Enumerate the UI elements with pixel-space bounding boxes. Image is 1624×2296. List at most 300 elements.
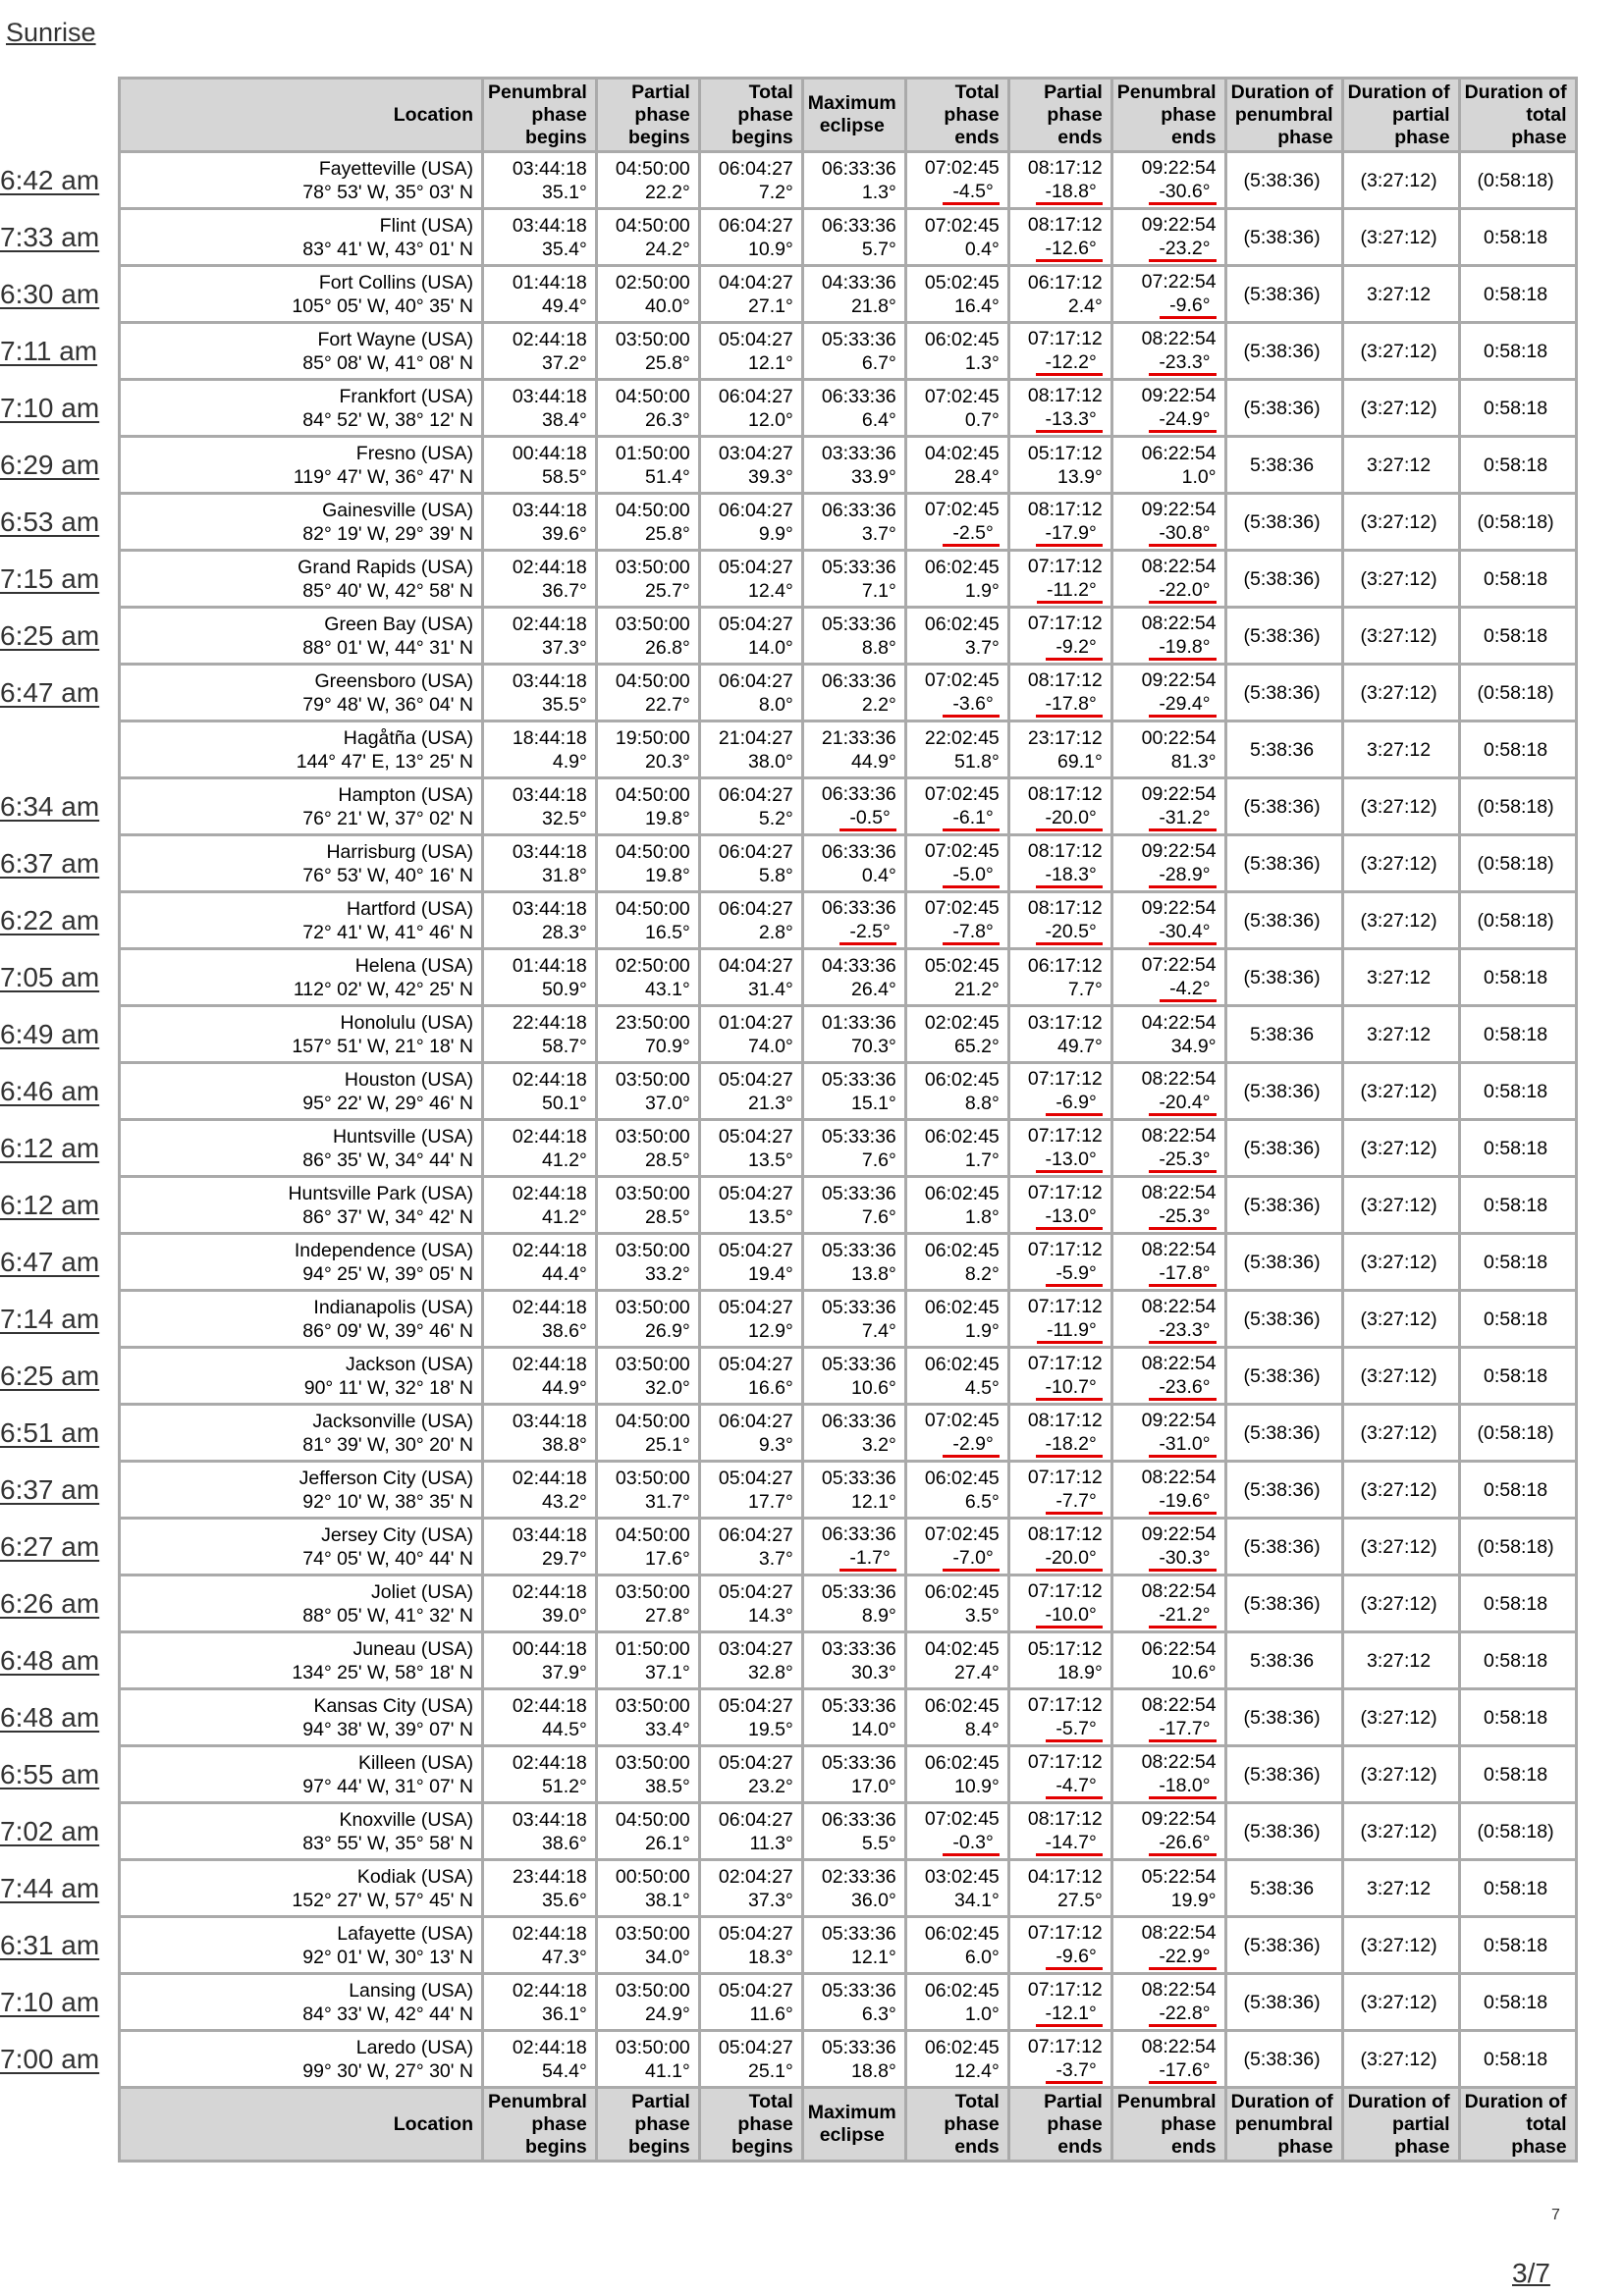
phase-altitude: -18.8° xyxy=(1014,180,1103,205)
duration-cell: (3:27:12) xyxy=(1344,836,1458,890)
sunrise-link[interactable]: 6:48 am xyxy=(0,1702,100,1733)
phase-cell xyxy=(907,1975,1007,2029)
phase-cell xyxy=(907,1520,1007,1574)
phase-cell xyxy=(804,1633,904,1687)
duration-cell: (5:38:36) xyxy=(1227,1349,1341,1403)
sunrise-link[interactable]: 6:29 am xyxy=(0,450,100,480)
sunrise-link[interactable]: 6:12 am xyxy=(0,1190,100,1220)
phase-cell xyxy=(701,893,801,947)
location-coord: 83° 41' W, 43° 01' N xyxy=(302,238,473,260)
location-cell xyxy=(121,836,481,890)
location-cell xyxy=(121,324,481,378)
phase-cell xyxy=(484,1633,595,1687)
phase-altitude: 3.5° xyxy=(964,1604,1000,1627)
bottom-header-cell: Duration of total phase xyxy=(1461,2089,1575,2160)
location-name: Fort Collins (USA) xyxy=(318,271,473,294)
phase-time: 05:33:36 xyxy=(821,1979,896,2002)
phase-time: 05:04:27 xyxy=(718,2036,793,2058)
phase-altitude: 17.6° xyxy=(645,1547,690,1570)
phase-altitude: 3.7° xyxy=(964,636,1000,659)
phase-cell xyxy=(804,836,904,890)
sunrise-link[interactable]: 7:10 am xyxy=(0,393,100,423)
phase-cell xyxy=(484,267,595,321)
top-header-cell: Partial phase begins xyxy=(598,80,698,150)
phase-cell xyxy=(1010,1292,1110,1346)
duration-cell: (5:38:36) xyxy=(1227,2032,1341,2086)
phase-cell xyxy=(907,1178,1007,1232)
phase-altitude: -18.3° xyxy=(1014,863,1103,888)
sunrise-link[interactable]: 7:14 am xyxy=(0,1304,100,1334)
phase-cell xyxy=(484,1349,595,1403)
phase-altitude: -23.3° xyxy=(1117,1318,1217,1344)
phase-time: 04:02:45 xyxy=(924,1637,1000,1660)
phase-cell xyxy=(804,893,904,947)
sunrise-link[interactable]: 6:34 am xyxy=(0,791,100,822)
phase-altitude: 74.0° xyxy=(748,1035,793,1057)
phase-cell xyxy=(1010,1975,1110,2029)
phase-altitude: -17.7° xyxy=(1117,1717,1217,1742)
phase-cell xyxy=(804,1007,904,1061)
phase-time: 07:02:45 xyxy=(924,1409,1000,1431)
phase-cell xyxy=(907,1918,1007,1972)
phase-altitude: -9.6° xyxy=(1117,294,1217,319)
phase-cell xyxy=(484,666,595,720)
phase-altitude: 47.3° xyxy=(542,1946,587,1968)
phase-altitude: -25.3° xyxy=(1117,1204,1217,1230)
sunrise-link[interactable]: 6:25 am xyxy=(0,1361,100,1391)
location-name: Houston (USA) xyxy=(344,1068,473,1091)
table-row xyxy=(121,1520,1575,1574)
phase-time: 07:17:12 xyxy=(1027,1181,1103,1203)
phase-time: 05:33:36 xyxy=(821,1467,896,1489)
duration-cell: (3:27:12) xyxy=(1344,609,1458,663)
phase-altitude: -5.0° xyxy=(911,863,1000,888)
duration-cell: (5:38:36) xyxy=(1227,1747,1341,1801)
location-coord: 144° 47' E, 13° 25' N xyxy=(296,750,473,773)
duration-cell: (3:27:12) xyxy=(1344,1235,1458,1289)
location-cell xyxy=(121,1292,481,1346)
location-coord: 90° 11' W, 32° 18' N xyxy=(303,1376,473,1399)
phase-altitude: 70.3° xyxy=(851,1035,896,1057)
table-body xyxy=(121,153,1575,2086)
phase-altitude: -7.0° xyxy=(911,1546,1000,1572)
phase-altitude: 40.0° xyxy=(645,294,690,317)
phase-cell xyxy=(1113,1235,1224,1289)
duration-cell: (0:58:18) xyxy=(1461,893,1575,947)
phase-time: 06:02:45 xyxy=(924,1068,1000,1091)
phase-cell xyxy=(598,210,698,264)
phase-cell xyxy=(484,438,595,492)
phase-cell xyxy=(804,609,904,663)
phase-altitude: -20.0° xyxy=(1014,806,1103,831)
phase-altitude: 51.2° xyxy=(542,1775,587,1797)
sunrise-link[interactable]: 6:37 am xyxy=(0,848,100,879)
location-name: Jackson (USA) xyxy=(345,1353,473,1375)
duration-cell: (5:38:36) xyxy=(1227,1918,1341,1972)
sunrise-link[interactable]: 6:51 am xyxy=(0,1417,100,1448)
phase-cell xyxy=(804,1975,904,2029)
table-row xyxy=(121,1975,1575,2029)
phase-time: 07:22:54 xyxy=(1141,270,1217,293)
table-row xyxy=(121,438,1575,492)
duration-cell: (5:38:36) xyxy=(1227,1463,1341,1517)
phase-altitude: -12.1° xyxy=(1014,2002,1103,2027)
duration-cell: 0:58:18 xyxy=(1461,1690,1575,1744)
phase-cell xyxy=(804,1121,904,1175)
phase-cell xyxy=(1113,722,1224,776)
phase-time: 06:33:36 xyxy=(821,840,896,863)
phase-time: 08:22:54 xyxy=(1141,1978,1217,2001)
phase-altitude: 7.2° xyxy=(758,181,793,203)
phase-time: 07:17:12 xyxy=(1027,1466,1103,1488)
sunrise-header[interactable]: Sunrise xyxy=(6,18,96,47)
page-number[interactable]: 3/7 xyxy=(1512,2258,1550,2288)
phase-time: 03:17:12 xyxy=(1027,1011,1103,1034)
phase-time: 04:50:00 xyxy=(615,669,690,692)
phase-cell xyxy=(1113,1064,1224,1118)
phase-altitude: 19.4° xyxy=(748,1262,793,1285)
phase-cell xyxy=(598,1690,698,1744)
phase-time: 05:04:27 xyxy=(718,1353,793,1375)
duration-cell: (3:27:12) xyxy=(1344,1064,1458,1118)
phase-cell xyxy=(1113,438,1224,492)
phase-altitude: 50.1° xyxy=(542,1092,587,1114)
phase-cell xyxy=(907,1007,1007,1061)
sunrise-link[interactable]: 7:10 am xyxy=(0,1987,100,2017)
location-cell xyxy=(121,1861,481,1915)
phase-cell xyxy=(484,779,595,833)
phase-altitude: -18.0° xyxy=(1117,1774,1217,1799)
phase-altitude: 1.0° xyxy=(964,2002,1000,2025)
phase-cell xyxy=(484,1918,595,1972)
phase-altitude: 25.7° xyxy=(645,579,690,602)
duration-cell: (3:27:12) xyxy=(1344,1520,1458,1574)
phase-cell xyxy=(701,1064,801,1118)
phase-time: 03:44:18 xyxy=(512,840,587,863)
phase-time: 01:04:27 xyxy=(718,1011,793,1034)
phase-cell xyxy=(907,324,1007,378)
phase-time: 06:04:27 xyxy=(718,897,793,920)
sunrise-link[interactable]: 7:02 am xyxy=(0,1816,100,1846)
sunrise-link[interactable]: 6:31 am xyxy=(0,1930,100,1960)
bottom-header-cell: Penumbral phase ends xyxy=(1113,2089,1224,2160)
phase-cell xyxy=(701,722,801,776)
sunrise-link[interactable]: 6:55 am xyxy=(0,1759,100,1789)
phase-altitude: -12.6° xyxy=(1014,237,1103,262)
phase-cell xyxy=(1113,1633,1224,1687)
phase-altitude: 19.5° xyxy=(748,1718,793,1740)
duration-cell: (5:38:36) xyxy=(1227,1520,1341,1574)
phase-time: 04:50:00 xyxy=(615,783,690,806)
phase-altitude: 28.5° xyxy=(645,1205,690,1228)
duration-cell: (3:27:12) xyxy=(1344,1690,1458,1744)
location-name: Huntsville Park (USA) xyxy=(288,1182,473,1204)
duration-cell: 0:58:18 xyxy=(1461,950,1575,1004)
phase-time: 08:22:54 xyxy=(1141,1067,1217,1090)
phase-cell xyxy=(907,1064,1007,1118)
bottom-header-cell: Duration of partial phase xyxy=(1344,2089,1458,2160)
table-row xyxy=(121,950,1575,1004)
phase-altitude: 19.9° xyxy=(1170,1889,1217,1911)
phase-cell xyxy=(907,2032,1007,2086)
table-row xyxy=(121,666,1575,720)
phase-time: 03:50:00 xyxy=(615,556,690,578)
phase-time: 03:50:00 xyxy=(615,1694,690,1717)
duration-cell: (0:58:18) xyxy=(1461,1520,1575,1574)
top-header-cell: Penumbral phase ends xyxy=(1113,80,1224,150)
phase-time: 06:04:27 xyxy=(718,1523,793,1546)
phase-time: 06:33:36 xyxy=(821,782,896,805)
phase-altitude: 31.7° xyxy=(645,1490,690,1513)
phase-cell xyxy=(598,267,698,321)
sunrise-link[interactable]: 6:53 am xyxy=(0,507,100,537)
phase-altitude: 41.2° xyxy=(542,1148,587,1171)
duration-cell: (5:38:36) xyxy=(1227,324,1341,378)
phase-altitude: -23.6° xyxy=(1117,1375,1217,1401)
duration-cell: (5:38:36) xyxy=(1227,153,1341,207)
location-name: Hartford (USA) xyxy=(347,897,473,920)
location-cell xyxy=(121,609,481,663)
location-coord: 92° 10' W, 38° 35' N xyxy=(302,1490,473,1513)
sunrise-link[interactable]: 6:42 am xyxy=(0,165,100,195)
sunrise-link[interactable]: 6:46 am xyxy=(0,1076,100,1106)
phase-time: 01:50:00 xyxy=(615,442,690,464)
duration-cell: (5:38:36) xyxy=(1227,1406,1341,1460)
phase-cell xyxy=(1010,1064,1110,1118)
phase-altitude: -21.2° xyxy=(1117,1603,1217,1629)
table-header-bottom xyxy=(121,2089,1575,2160)
sunrise-link[interactable]: 6:22 am xyxy=(0,905,100,935)
sunrise-link[interactable]: 7:05 am xyxy=(0,962,100,992)
table-row xyxy=(121,1292,1575,1346)
duration-cell: 5:38:36 xyxy=(1227,1007,1341,1061)
phase-altitude: 32.0° xyxy=(645,1376,690,1399)
phase-altitude: 30.3° xyxy=(851,1661,896,1683)
phase-cell xyxy=(1010,836,1110,890)
phase-altitude: 26.4° xyxy=(851,978,896,1000)
phase-cell xyxy=(484,1861,595,1915)
phase-altitude: 29.7° xyxy=(542,1547,587,1570)
phase-altitude: 18.8° xyxy=(851,2059,896,2082)
location-coord: 157° 51' W, 21° 18' N xyxy=(292,1035,473,1057)
location-cell xyxy=(121,267,481,321)
phase-cell xyxy=(701,153,801,207)
phase-cell xyxy=(598,1463,698,1517)
phase-cell xyxy=(598,722,698,776)
phase-time: 03:50:00 xyxy=(615,1296,690,1318)
phase-altitude: -28.9° xyxy=(1117,863,1217,888)
phase-cell xyxy=(598,1918,698,1972)
phase-cell xyxy=(1113,1861,1224,1915)
sunrise-link[interactable] xyxy=(0,730,116,787)
phase-time: 05:33:36 xyxy=(821,1182,896,1204)
duration-cell: (3:27:12) xyxy=(1344,381,1458,435)
phase-time: 08:17:12 xyxy=(1027,156,1103,179)
phase-time: 08:17:12 xyxy=(1027,498,1103,520)
phase-cell xyxy=(598,153,698,207)
phase-cell xyxy=(804,1064,904,1118)
phase-cell xyxy=(484,1520,595,1574)
phase-time: 05:04:27 xyxy=(718,1239,793,1261)
duration-cell: (3:27:12) xyxy=(1344,1747,1458,1801)
phase-altitude: 11.3° xyxy=(749,1832,793,1854)
location-name: Hampton (USA) xyxy=(338,783,473,806)
location-cell xyxy=(121,1690,481,1744)
duration-cell: 0:58:18 xyxy=(1461,2032,1575,2086)
sunrise-link[interactable]: 6:47 am xyxy=(0,1247,100,1277)
duration-cell: (3:27:12) xyxy=(1344,893,1458,947)
sunrise-link[interactable]: 6:27 am xyxy=(0,1531,100,1562)
phase-altitude: -4.5° xyxy=(911,180,1000,205)
phase-time: 02:44:18 xyxy=(512,1580,587,1603)
sunrise-link[interactable]: 6:12 am xyxy=(0,1133,100,1163)
sunrise-link[interactable]: 6:26 am xyxy=(0,1588,100,1619)
phase-cell xyxy=(1010,722,1110,776)
location-cell xyxy=(121,153,481,207)
phase-altitude: 26.3° xyxy=(645,408,690,431)
bottom-header-cell: Maximum eclipse xyxy=(804,2089,904,2160)
phase-altitude: 34.9° xyxy=(1170,1035,1217,1057)
phase-cell xyxy=(907,495,1007,549)
phase-altitude: -17.8° xyxy=(1117,1261,1217,1287)
phase-time: 05:04:27 xyxy=(718,1922,793,1945)
phase-altitude: 38.8° xyxy=(542,1433,587,1456)
phase-altitude: 32.5° xyxy=(542,807,587,829)
phase-altitude: -20.5° xyxy=(1014,920,1103,945)
phase-cell xyxy=(1010,950,1110,1004)
phase-altitude: 44.9° xyxy=(542,1376,587,1399)
phase-cell xyxy=(907,267,1007,321)
location-cell xyxy=(121,438,481,492)
duration-cell: (5:38:36) xyxy=(1227,267,1341,321)
phase-altitude: 25.8° xyxy=(645,351,690,374)
stray-char: 7 xyxy=(1551,2207,1560,2223)
phase-altitude: 12.1° xyxy=(851,1490,896,1513)
phase-time: 08:22:54 xyxy=(1141,327,1217,349)
phase-altitude: 31.4° xyxy=(748,978,793,1000)
location-coord: 88° 01' W, 44° 31' N xyxy=(302,636,473,659)
phase-altitude: 26.1° xyxy=(645,1832,690,1854)
location-coord: 76° 21' W, 37° 02' N xyxy=(302,807,473,829)
phase-cell xyxy=(701,381,801,435)
phase-cell xyxy=(907,1463,1007,1517)
phase-time: 09:22:54 xyxy=(1141,156,1217,179)
phase-altitude: -25.3° xyxy=(1117,1148,1217,1173)
sunrise-link[interactable]: 6:37 am xyxy=(0,1474,100,1505)
phase-altitude: -5.7° xyxy=(1014,1717,1103,1742)
phase-cell xyxy=(598,381,698,435)
sunrise-link[interactable]: 7:11 am xyxy=(0,336,98,366)
location-name: Greensboro (USA) xyxy=(314,669,473,692)
phase-altitude: 35.1° xyxy=(542,181,587,203)
phase-altitude: 21.3° xyxy=(748,1092,793,1114)
duration-cell: (3:27:12) xyxy=(1344,1349,1458,1403)
phase-altitude: 12.0° xyxy=(748,408,793,431)
phase-cell xyxy=(1010,1463,1110,1517)
phase-altitude: -11.2° xyxy=(1014,578,1103,604)
location-name: Gainesville (USA) xyxy=(322,499,473,521)
top-header-cell: Total phase begins xyxy=(701,80,801,150)
duration-cell: (3:27:12) xyxy=(1344,779,1458,833)
phase-altitude: -2.5° xyxy=(808,920,896,945)
sunrise-link[interactable]: 7:44 am xyxy=(0,1873,100,1903)
location-name: Lansing (USA) xyxy=(349,1979,473,2002)
table-row xyxy=(121,2032,1575,2086)
phase-altitude: 23.2° xyxy=(748,1775,793,1797)
phase-time: 04:50:00 xyxy=(615,385,690,407)
duration-cell: (5:38:36) xyxy=(1227,1121,1341,1175)
phase-cell xyxy=(1010,2032,1110,2086)
location-name: Jacksonville (USA) xyxy=(312,1410,473,1432)
phase-time: 00:44:18 xyxy=(512,442,587,464)
phase-time: 04:50:00 xyxy=(615,157,690,180)
duration-cell: 0:58:18 xyxy=(1461,722,1575,776)
phase-time: 03:50:00 xyxy=(615,1239,690,1261)
phase-time: 06:22:54 xyxy=(1141,1637,1217,1660)
phase-altitude: 7.4° xyxy=(861,1319,896,1342)
table-row xyxy=(121,609,1575,663)
phase-altitude: 0.4° xyxy=(964,238,1000,260)
phase-time: 05:02:45 xyxy=(924,271,1000,294)
sunrise-link[interactable]: 7:15 am xyxy=(0,563,100,594)
duration-cell: 0:58:18 xyxy=(1461,438,1575,492)
location-coord: 76° 53' W, 40° 16' N xyxy=(302,864,473,886)
top-header-cell: Partial phase ends xyxy=(1010,80,1110,150)
phase-altitude: 6.7° xyxy=(861,351,896,374)
sunrise-link[interactable]: 7:00 am xyxy=(0,2044,100,2074)
phase-altitude: 3.7° xyxy=(861,522,896,545)
phase-cell xyxy=(701,1861,801,1915)
phase-cell xyxy=(804,1406,904,1460)
phase-altitude: -3.6° xyxy=(911,692,1000,718)
phase-time: 02:50:00 xyxy=(615,954,690,977)
phase-altitude: 38.5° xyxy=(645,1775,690,1797)
phase-time: 18:44:18 xyxy=(512,726,587,749)
location-cell xyxy=(121,1007,481,1061)
duration-cell: (3:27:12) xyxy=(1344,1292,1458,1346)
phase-altitude: -4.2° xyxy=(1117,977,1217,1002)
phase-time: 02:44:18 xyxy=(512,613,587,635)
sunrise-link[interactable]: 6:47 am xyxy=(0,677,100,708)
phase-altitude: 1.9° xyxy=(964,1319,1000,1342)
phase-time: 02:44:18 xyxy=(512,1182,587,1204)
phase-altitude: 12.4° xyxy=(748,579,793,602)
phase-cell xyxy=(907,438,1007,492)
phase-cell xyxy=(1113,267,1224,321)
phase-time: 19:50:00 xyxy=(615,726,690,749)
sunrise-link[interactable]: 6:25 am xyxy=(0,620,100,651)
phase-time: 02:44:18 xyxy=(512,556,587,578)
duration-cell: 0:58:18 xyxy=(1461,1064,1575,1118)
sunrise-link[interactable]: 6:48 am xyxy=(0,1645,100,1676)
location-coord: 72° 41' W, 41° 46' N xyxy=(302,921,473,943)
sunrise-link[interactable]: 6:30 am xyxy=(0,279,100,309)
phase-time: 02:44:18 xyxy=(512,1694,587,1717)
phase-cell xyxy=(484,722,595,776)
sunrise-link[interactable]: 7:33 am xyxy=(0,222,100,252)
phase-altitude: 12.1° xyxy=(851,1946,896,1968)
duration-cell: (3:27:12) xyxy=(1344,324,1458,378)
location-coord: 85° 08' W, 41° 08' N xyxy=(302,351,473,374)
phase-time: 05:04:27 xyxy=(718,613,793,635)
location-name: Jersey City (USA) xyxy=(321,1523,473,1546)
phase-time: 03:50:00 xyxy=(615,1979,690,2002)
phase-cell xyxy=(598,552,698,606)
phase-cell xyxy=(598,779,698,833)
sunrise-link[interactable]: 6:49 am xyxy=(0,1019,100,1049)
phase-altitude: 38.0° xyxy=(748,750,793,773)
duration-cell: 0:58:18 xyxy=(1461,1918,1575,1972)
